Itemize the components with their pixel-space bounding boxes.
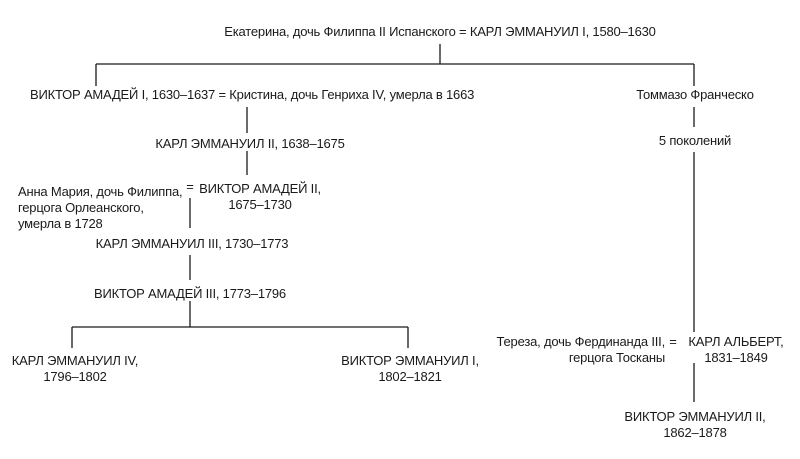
- marriage-equals-sign: =: [186, 179, 194, 194]
- charles-albert-label: КАРЛ АЛЬБЕРТ, 1831–1849: [688, 334, 784, 365]
- victor-amadeus-2-label: ВИКТОР АМАДЕЙ II, 1675–1730: [199, 181, 321, 212]
- anna-maria-label: Анна Мария, дочь Филиппа, герцога Орлеанского, умерла в 1728: [18, 184, 183, 231]
- theresa-label: Тереза, дочь Фердинанда III, герцога Тосканы: [496, 334, 665, 365]
- tommaso-francesco-label: Томмазо Франческо: [636, 87, 754, 102]
- five-generations-label: 5 поколений: [658, 133, 732, 148]
- victor-emmanuel-1-label: ВИКТОР ЭММАНУИЛ I, 1802–1821: [341, 353, 479, 384]
- victor-amadeus-1-couple-label: ВИКТОР АМАДЕЙ I, 1630–1637 = Кристина, дочь Генриха IV, умерла в 1663: [30, 87, 475, 102]
- victor-emmanuel-2-label: ВИКТОР ЭММАНУИЛ II, 1862–1878: [624, 409, 766, 440]
- marriage-equals-sign-2: =: [669, 334, 677, 349]
- root-couple-label: Екатерина, дочь Филиппа II Испанского = КАРЛ ЭММАНУИЛ I, 1580–1630: [224, 24, 656, 39]
- charles-emmanuel-4-label: КАРЛ ЭММАНУИЛ IV, 1796–1802: [11, 353, 139, 384]
- charles-emmanuel-3-label: КАРЛ ЭММАНУИЛ III, 1730–1773: [95, 236, 289, 251]
- charles-emmanuel-2-label: КАРЛ ЭММАНУИЛ II, 1638–1675: [155, 136, 345, 151]
- victor-amadeus-3-label: ВИКТОР АМАДЕЙ III, 1773–1796: [94, 286, 286, 301]
